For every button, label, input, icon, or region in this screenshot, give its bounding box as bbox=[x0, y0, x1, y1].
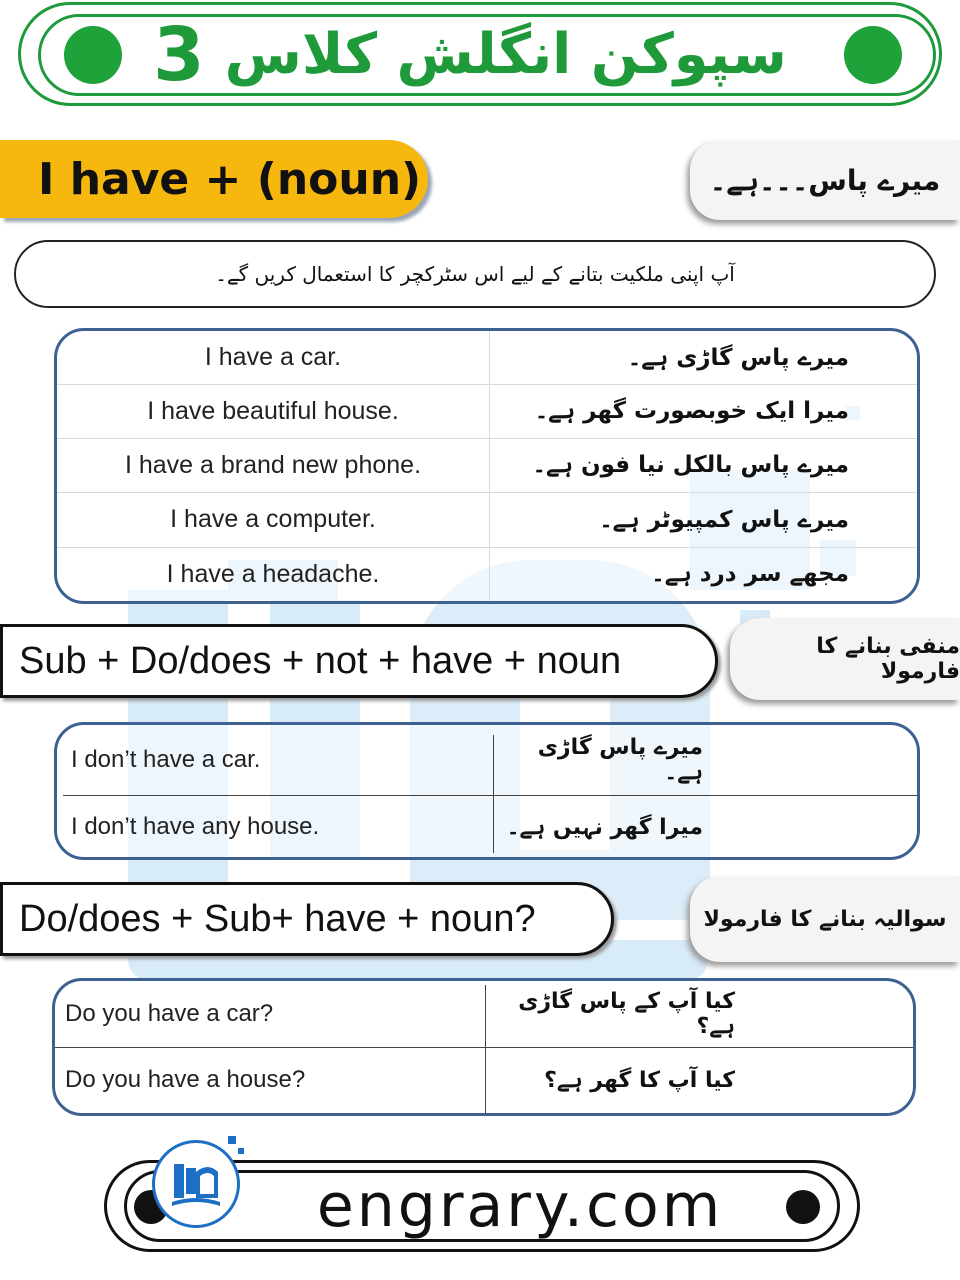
formula-banner-negative: Sub + Do/does + not + have + noun bbox=[0, 624, 718, 698]
negative-table bbox=[54, 722, 920, 860]
example-urdu: میرے پاس کمپیوٹر ہے۔ bbox=[599, 506, 849, 533]
example-english: I have a car. bbox=[204, 343, 342, 371]
example-urdu: کیا آپ کے پاس گاڑی ہے؟ bbox=[518, 989, 735, 1039]
header-title-urdu: سپوکن انگلش کلاس bbox=[224, 22, 787, 87]
table-row bbox=[57, 384, 917, 438]
negative-formula-label: منفی بنانے کا فارمولا bbox=[730, 618, 960, 700]
example-english: I don’t have a car. bbox=[71, 746, 261, 773]
table-row bbox=[57, 795, 917, 859]
question-formula-label: سوالیہ بنانے کا فارمولا bbox=[690, 876, 960, 962]
example-english: I have beautiful house. bbox=[147, 396, 399, 425]
example-english: I have a headache. bbox=[166, 559, 380, 588]
table-row bbox=[57, 331, 917, 384]
table-row bbox=[55, 1047, 913, 1113]
site-name: engrary.com bbox=[316, 1171, 724, 1241]
example-urdu: مجھے سر درد ہے۔ bbox=[651, 561, 849, 587]
example-urdu: کیا آپ کا گھر ہے؟ bbox=[544, 1067, 735, 1093]
urdu-meaning-tag: میرے پاس۔۔۔ہے۔ bbox=[690, 140, 960, 220]
usage-note: آپ اپنی ملکیت بتانے کے لیے اس سٹرکچر کا استعمال کریں گے۔ bbox=[14, 240, 936, 308]
example-urdu: میرا ایک خوبصورت گھر ہے۔ bbox=[534, 398, 849, 424]
header-left-dot bbox=[64, 26, 122, 84]
table-row bbox=[55, 981, 913, 1047]
example-urdu: میرے پاس گاڑی ہے۔ bbox=[537, 735, 703, 785]
header-title bbox=[120, 14, 820, 96]
table-row bbox=[57, 492, 917, 547]
class-number: 3 bbox=[153, 12, 205, 98]
table-row bbox=[57, 438, 917, 492]
formula-banner-question: Do/does + Sub+ have + noun? bbox=[0, 882, 614, 956]
formula-banner-have: I have + (noun) bbox=[0, 140, 428, 218]
example-urdu: میرے پاس بالکل نیا فون ہے۔ bbox=[532, 452, 849, 478]
example-english: I don’t have any house. bbox=[71, 813, 320, 840]
table-row bbox=[57, 547, 917, 601]
example-english: Do you have a house? bbox=[65, 1066, 306, 1093]
logo-pixel-decoration bbox=[238, 1148, 244, 1154]
examples-table bbox=[54, 328, 920, 604]
example-english: I have a computer. bbox=[170, 505, 376, 533]
engrary-logo bbox=[152, 1140, 240, 1228]
example-english: I have a brand new phone. bbox=[124, 450, 422, 479]
header-right-dot bbox=[844, 26, 902, 84]
question-table bbox=[52, 978, 916, 1116]
example-urdu: میرا گھر نہیں ہے۔ bbox=[506, 814, 703, 840]
example-english: Do you have a car? bbox=[65, 1000, 274, 1027]
example-urdu: میرے پاس گاڑی ہے۔ bbox=[627, 344, 849, 371]
logo-pixel-decoration bbox=[228, 1136, 236, 1144]
table-row bbox=[57, 725, 917, 795]
